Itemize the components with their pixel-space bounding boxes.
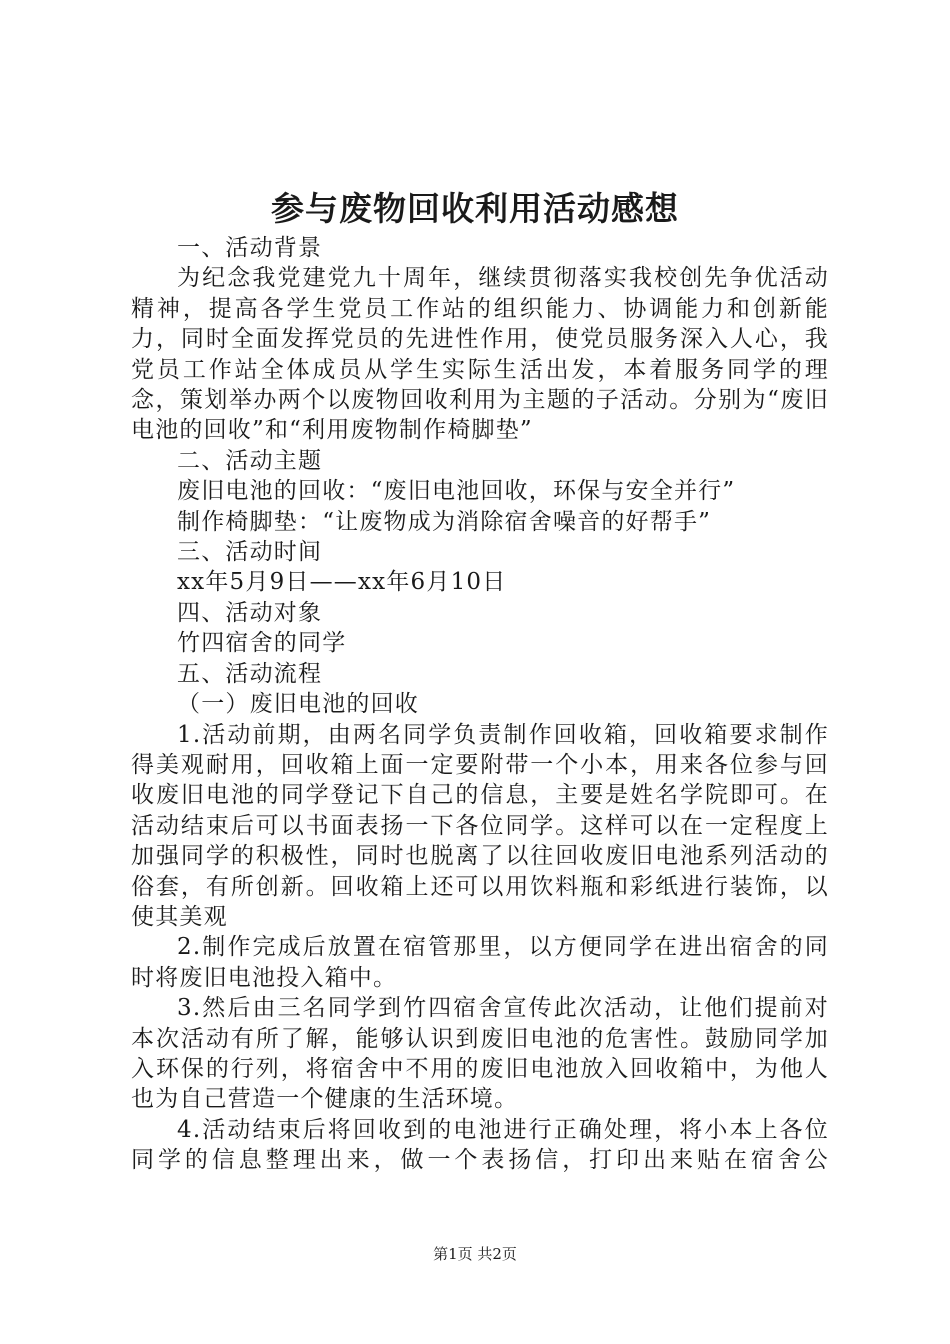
theme-battery: 废旧电池的回收：“废旧电池回收，环保与安全并行” (177, 478, 736, 505)
section-heading-background: 一、活动背景 (177, 235, 323, 261)
process-step-4: 4.活动结束后将回收到的电池进行正确处理，将小本上各位同学的信息整理出来，做一个表扬信，打印出来贴在宿舍公 (131, 1116, 829, 1174)
section-heading-target: 四、活动对象 (177, 599, 323, 626)
process-step-3: 3.然后由三名同学到竹四宿舍宣传此次活动，让他们提前对本次活动有所了解，能够认识到废旧电池的危害性。鼓励同学加入环保的行列，将宿舍中不用的废旧电池放入回收箱中，为他人也为自己营造一个健康的生活环境。 (131, 995, 829, 1113)
document-body (131, 233, 829, 1176)
activity-time: xx年5月9日——xx年6月10日 (177, 569, 507, 596)
section-heading-theme: 二、活动主题 (177, 447, 323, 474)
theme-chair-pad: 制作椅脚垫：“让废物成为消除宿舍噪音的好帮手” (177, 508, 712, 535)
page-title: 参与废物回收利用活动感想 (271, 189, 679, 228)
page-number-footer: 第1页 共2页 (433, 1245, 517, 1263)
section-heading-time: 三、活动时间 (177, 539, 323, 566)
process-step-2: 2.制作完成后放置在宿管那里，以方便同学在进出宿舍的同时将废旧电池投入箱中。 (131, 934, 829, 991)
paragraph-background: 为纪念我党建党九十周年，继续贯彻落实我校创先争优活动精神，提高各学生党员工作站的组织能力、协调能力和创新能力，同时全面发挥党员的先进性作用，使党员服务深入人心，我党员工作站全体成员从学生实际生活出发，本着服务同学的理念，策划举办两个以废物回收利用为主题的子活动。分别为“废旧电池的回收”和“利用废物制作椅脚垫” (131, 265, 829, 444)
process-step-1: 1.活动前期，由两名同学负责制作回收箱，回收箱要求制作得美观耐用，回收箱上面一定要附带一个小本，用来各位参与回收废旧电池的同学登记下自己的信息，主要是姓名学院即可。在活动结束后可以书面表扬一下各位同学。这样可以在一定程度上加强同学的积极性，同时也脱离了以往回收废旧电池系列活动的俗套，有所创新。回收箱上还可以用饮料瓶和彩纸进行装饰，以使其美观 (131, 721, 829, 930)
subsection-heading-battery: （一）废旧电池的回收 (177, 691, 419, 718)
section-heading-process: 五、活动流程 (177, 660, 323, 687)
activity-target: 竹四宿舍的同学 (177, 630, 347, 657)
